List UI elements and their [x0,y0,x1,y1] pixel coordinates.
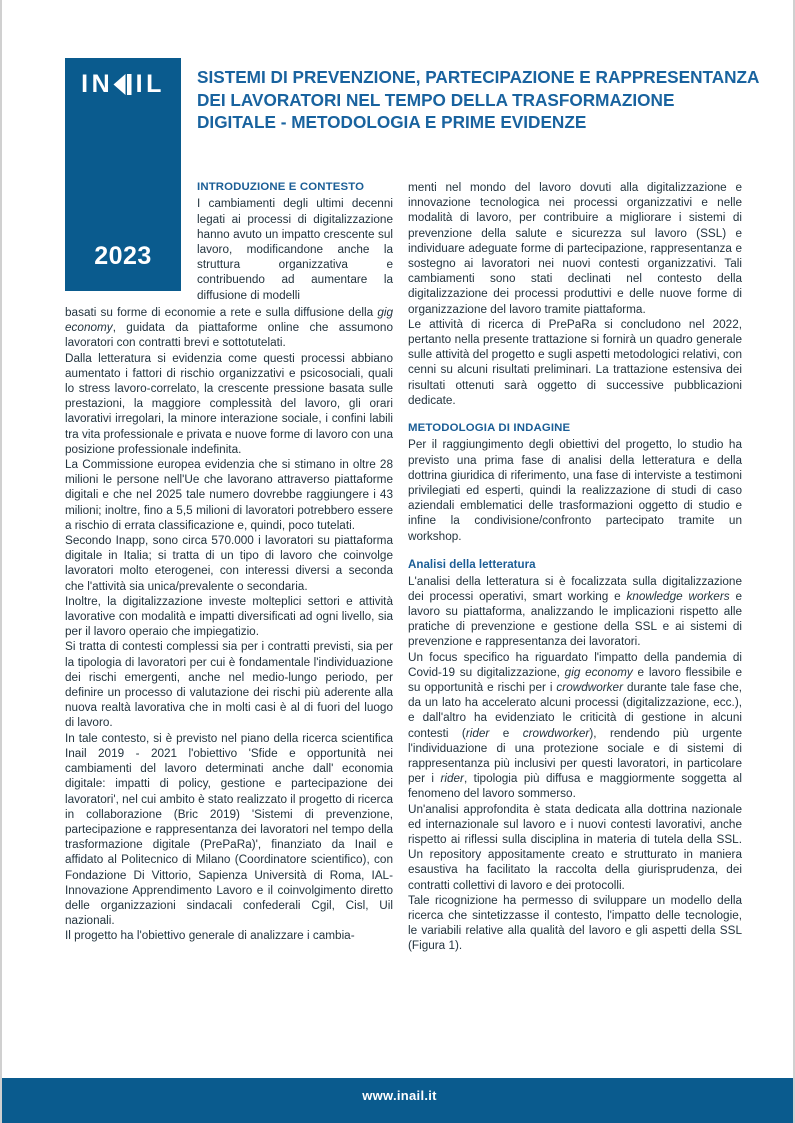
left-column-full [65,305,393,944]
subsection-heading-analisi: Analisi della letteratura [408,557,536,571]
paragraph-right-4 [408,574,742,650]
page-title-line-1: SISTEMI DI PREVENZIONE, PARTECIPAZIONE E RAPPRESENTANZA [197,67,760,87]
inail-logo-text: IN IL [81,70,165,98]
section-heading-metodologia: METODOLOGIA DI INDAGINE [408,422,571,435]
page-title [197,66,772,134]
paragraph-left-5: Inoltre, la digitalizzazione investe molteplici settori e attività lavorative con modalità e impatti diversificati ad ogni livello, sia per il lavoro operaio che impiegatizio. [65,594,393,639]
paragraph-intro-continued [65,305,393,351]
term-knowledge-workers: knowledge workers [626,589,730,603]
paragraph-right-5 [408,650,742,802]
term-rider-2: rider [440,772,464,786]
paragraph-left-2: Dalla letteratura si evidenzia come questi processi abbiano aumentato i fattori di rischio organizzativi e psicosociali, quali lo stress lavoro-correlato, la crescente pressione basata sulle prestazioni, la maggiore complessità del lavoro, gli orari lavorativi irregolari, la minore interazione sociale, i confini labili tra vita professionale e privata e nuove forme di lavoro con una posizione professionale indefinita. [65,351,393,456]
paragraph-right-1: menti nel mondo del lavoro dovuti alla digitalizzazione e innovazione tecnologica nei processi organizzativi e nelle modalità di lavoro, per contribuire a migliorare i sistemi di prevenzione della salute e sicurezza sul lavoro (SSL) e individuare adeguate forme di partecipazione, rappresentanza e sostegno ai lavoratori nei nuovi contesti organizzativi. Tali cambiamenti sono stati declinati nel contesto della digitalizzazione dei processi produttivi e delle nuove forme di organizzazione del lavoro tramite piattaforma. [408,181,742,316]
page-title-line-2: DEI LAVORATORI NEL TEMPO DELLA TRASFORMAZIONE [197,89,675,110]
masthead-block [65,58,181,291]
paragraph-left-8: Il progetto ha l'obiettivo generale di analizzare i cambia- [65,929,355,943]
r5-e: ), rendendo più urgente l'individuazione di una protezione sociale e di sistemi di rappresentanza più inclusivi per questi lavoratori, in particolare per i [408,726,742,786]
paragraph-right-6: Un'analisi approfondita è stata dedicata alla dottrina nazionale ed internazionale sul lavoro e i nuovi contesti lavorativi, anche rispetto ai riflessi sulla disciplina in materia di tutela della SSL. Un repository appositamente creato e strutturato in maniera esaustiva ha facilitato la raccolta della giurisprudenza, dei contratti collettivi di lavoro e dei protocolli. [408,802,742,892]
paragraph-left-6: Si tratta di contesti complessi sia per i contratti previsti, sia per la tipologia di lavoratori per cui è fondamentale l'individuazione dei rischi emergenti, anche nel medio-lungo periodo, per definire un processo di valutazione dei rischi più aderente alla nuova realtà lavorativa che in molti casi è al di fuori del luogo di lavoro. [65,640,393,730]
paragraph-right-7: Tale ricognizione ha permesso di sviluppare un modello della ricerca che sintetizzasse il contesto, l'impatto delle tecnologie, le variabili relative alla qualità del lavoro e gli aspetti della SSL (Figura 1). [408,893,742,953]
term-crowdworker-1: crowdworker [556,680,624,694]
term-crowdworker-2: crowdworker [522,726,590,740]
r5-d: e [489,726,523,740]
intro-cont-pre: basati su forme di economie a rete e sulla diffusione della [65,306,378,319]
page-title-line-3: DIGITALE - METODOLOGIA E PRIME EVIDENZE [197,112,587,133]
publication-year: 2023 [94,242,152,270]
paragraph-intro-narrow: I cambiamenti degli ultimi decenni legati ai processi di digitalizzazione hanno avuto un impatto crescente sul lavoro, modificandone anche la struttura organizzativa e contribuendo ad aumentare la diffusione di modelli [197,197,393,302]
footer-url[interactable]: www.inail.it [362,1088,437,1103]
r5-a: Un focus specifico ha riguardato l'impatto della pandemia di Covid-19 su digitalizzazione, [408,650,742,679]
right-column [408,180,742,954]
paragraph-left-3: La Commissione europea evidenzia che si stimano in oltre 28 milioni le persone nell'Ue che lavorano attraverso piattaforme digitali e che nel 2025 tale numero dovrebbe raggiungere i 43 milioni; inoltre, fino a 5,5 milioni di lavoratori potrebbero essere a rischio di errata classificazione e, quindi, poco tutelati. [65,458,393,532]
r5-b: e lavoro flessibile e su opportunità e rischi per i [408,665,742,694]
inail-a-glyph-icon [113,72,132,97]
paragraph-left-4: Secondo Inapp, sono circa 570.000 i lavoratori su piattaforma digitale in Italia; si tratta di un tipo di lavoro che coinvolge lavoratori molto eterogenei, con interessi diversi a seconda che l'attività sia unica/prevalente o secondaria. [65,534,393,593]
term-rider-1: rider [465,726,490,740]
paragraph-left-7: In tale contesto, si è previsto nel piano della ricerca scientifica Inail 2019 - 2021 l'obiettivo 'Sfide e opportunità nei cambiamenti del lavoro determinati anche dall' economia digitale: impatti di policy, gestione e partecipazione dei lavoratori', nel cui ambito è stato realizzato il progetto di ricerca in collaborazione (Bric 2019) 'Sistemi di prevenzione, partecipazione e rappresentanza dei lavoratori nel tempo della trasformazione digitale (PrePaRa)', finanziato da Inail e affidato al Politecnico di Milano (Coordinatore scientifico), con Fondazione Di Vittorio, Sapienza Università di Roma, IAL-Innovazione Apprendimento Lavoro e il coinvolgimento diretto delle organizzazioni sindacali confederali Cgil, Cisl, Uil nazionali. [65,731,393,928]
footer-bar [2,1078,795,1123]
paragraph-right-2: Le attività di ricerca di PrePaRa si concludono nel 2022, pertanto nella presente trattazione si fornirà un quadro generale sulle attività del progetto e sugli aspetti metodologici relativi, con cenni su alcuni risultati preliminari. La trattazione estensiva dei risultati ottenuti sarà oggetto di successive pubblicazioni dedicate. [408,317,742,407]
intro-cont-post: , guidata da piattaforme online che assumono lavoratori con contratti brevi e sottotutelati. [65,321,393,350]
r4-b: e lavoro su piattaforma, analizzando le implicazioni rispetto alle pratiche di prevenzione e gestione della SSL e ai sistemi di prevenzione e rappresentanza dei lavoratori. [408,589,742,649]
r5-c: durante tale fase che, da un lato ha accelerato alcuni processi (digitalizzazione, ecc.), e dall'altro ha evidenziato le criticità di gestione in alcuni contesti ( [408,680,742,740]
paragraph-right-3: Per il raggiungimento degli obiettivi del progetto, lo studio ha previsto una prima fase di analisi della letteratura e della dottrina giuridica di riferimento, una fase di interviste a testimoni privilegiati ed esperti, quindi la realizzazione di studi di caso aziendali emblematici delle trasformazioni oggetto di studio e infine la condivisione/confronto partecipato tramite un workshop. [408,438,742,543]
term-gig-economy-2: gig economy [564,665,633,679]
term-gig-economy: gig economy [65,306,393,335]
section-heading-introduzione: INTRODUZIONE E CONTESTO [197,181,365,193]
inail-logo [65,72,181,97]
r5-f: , tipologia più diffusa e maggiormente soggetta al fenomeno del lavoro sommerso. [408,772,743,801]
left-column-narrow [197,180,393,303]
r4-a: L'analisi della letteratura si è focalizzata sulla digitalizzazione dei processi operativi, smart working e [408,574,742,603]
